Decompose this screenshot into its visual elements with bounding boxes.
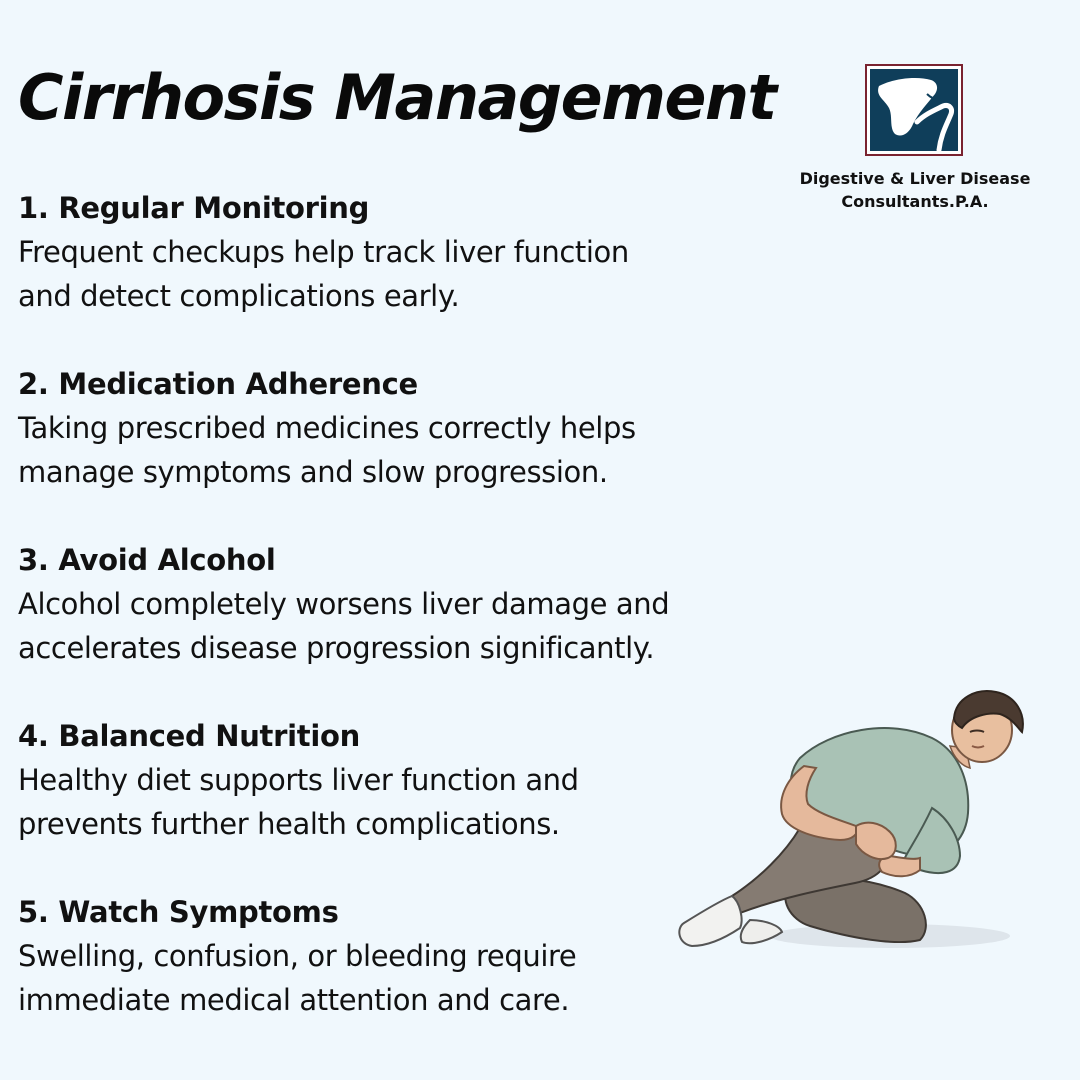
tip-body-line: accelerates disease progression significantly.	[18, 631, 655, 665]
liver-icon	[865, 64, 963, 156]
tip-body-line: Alcohol completely worsens liver damage and	[18, 587, 670, 621]
list-item	[18, 538, 758, 714]
list-item	[18, 890, 758, 1066]
tip-body	[18, 406, 758, 494]
tip-body	[18, 230, 758, 318]
brand-name-line1: Digestive & Liver Disease	[799, 169, 1031, 188]
tip-heading: 5. Watch Symptoms	[18, 895, 339, 929]
tip-heading: 3. Avoid Alcohol	[18, 543, 276, 577]
brand-name	[790, 167, 1040, 213]
tip-body	[18, 758, 758, 846]
tip-body-line: Frequent checkups help track liver function	[18, 235, 629, 269]
tip-body-line: manage symptoms and slow progression.	[18, 455, 608, 489]
tip-body	[18, 582, 758, 670]
tip-body-line: Healthy diet supports liver function and	[18, 763, 579, 797]
tip-body-line: Swelling, confusion, or bleeding require	[18, 939, 577, 973]
list-item	[18, 714, 758, 890]
person-abdominal-pain-illustration	[670, 688, 1030, 968]
tip-heading: 4. Balanced Nutrition	[18, 719, 360, 753]
list-item	[18, 362, 758, 538]
list-item	[18, 186, 758, 362]
tip-body-line: immediate medical attention and care.	[18, 983, 570, 1017]
tip-body-line: Taking prescribed medicines correctly helps	[18, 411, 636, 445]
tip-body-line: and detect complications early.	[18, 279, 460, 313]
tip-body-line: prevents further health complications.	[18, 807, 560, 841]
tips-list	[18, 186, 758, 1066]
page-title: Cirrhosis Management	[18, 61, 776, 134]
tip-heading: 1. Regular Monitoring	[18, 191, 370, 225]
brand-name-line2: Consultants.P.A.	[841, 192, 989, 211]
tip-heading: 2. Medication Adherence	[18, 367, 418, 401]
tip-body	[18, 934, 758, 1022]
